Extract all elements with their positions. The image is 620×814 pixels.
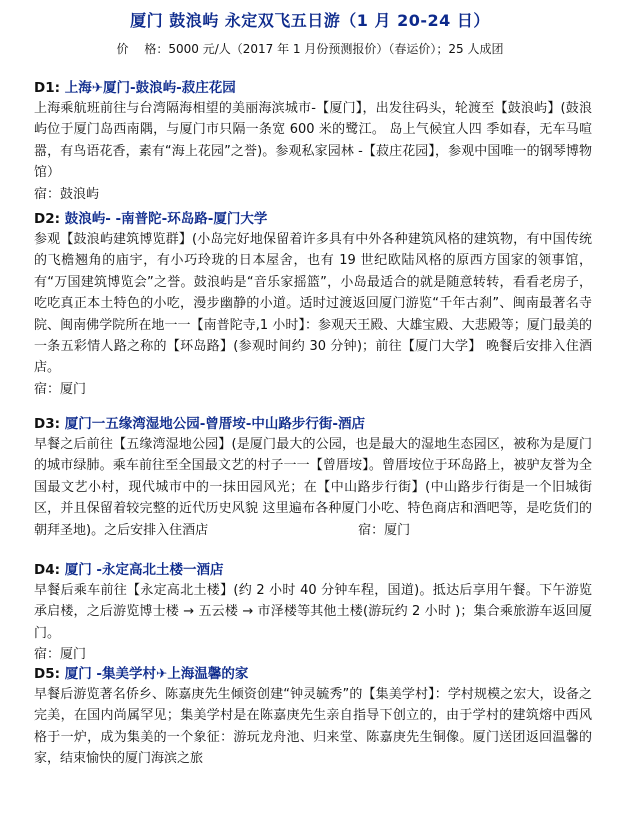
day-route: 厦门 -集美学村✈上海温馨的家 [64,666,249,682]
day-description: 上海乘航班前往与台湾隔海相望的美丽海滨城市-【厦门】，出发往码头，轮渡至【鼓浪屿】(鼓浪屿位于厦门岛西南隅，与厦门市只隔一条宽 600 米的鹭江。 岛上气候宜人四 季如春，无车马喧嚣，有鸟语花香，素有“海上花园”之誉)。参观私家园林 -【菽庄花园】，参观中国唯一的钢琴博物馆） [34,101,592,181]
day-3-heading [34,414,592,434]
overnight-location: 宿：鼓浪屿 [34,186,100,202]
day-1-section [34,78,592,205]
day-number: D2: [34,211,60,227]
day-number: D5: [34,666,60,682]
day-description: 早餐之后前往【五缘湾湿地公园】(是厦门最大的公园，也是最大的湿地生态园区，被称为是厦门的城市绿肺。乘车前往至全国最文艺的村子一一【曾厝垵】。曾厝垵位于环岛路上，被驴友誉为全国最文艺小村，现代城市中的一抹田园风光；在【中山路步行街】(中山路步行街是一个旧城街区，并且保留着较完整的近代历史风貌 这里遍布各种厦门小吃、特色商店和酒吧等，是吃货们的朝拜圣地)。之后安排入住酒店 [34,437,592,538]
overnight-location: 宿：厦门 [358,522,411,538]
day-number: D4: [34,562,60,578]
overnight-location: 宿：厦门 [34,647,87,663]
day-number: D3: [34,416,60,432]
day-route: 厦门 -永定高北土楼一酒店 [64,562,224,578]
day-description: 早餐后乘车前往【永定高北土楼】(约 2 小时 40 分钟车程，国道)。抵达后享用午餐。下午游览承启楼，之后游览博士楼 → 五云楼 → 市泽楼等其他土楼(游玩约 2 小时 )；集合乘旅游车返回厦门。 [34,583,592,641]
day-route: 鼓浪屿- -南普陀-环岛路-厦门大学 [64,211,268,227]
page-title: 厦门 鼓浪屿 永定双飞五日游（1 月 20-24 日） [130,11,490,30]
overnight-location: 宿：厦门 [34,381,87,397]
day-route: 上海✈厦门-鼓浪屿-菽庄花园 [64,80,236,96]
day-2-section [34,209,592,400]
day-3-section [34,414,592,541]
day-route: 厦门一五缘湾湿地公园-曾厝垵-中山路步行街-酒店 [64,416,366,432]
day-2-heading [34,209,592,229]
day-4-section [34,560,592,665]
day-description: 早餐后游览著名侨乡、陈嘉庚先生倾资创建“钟灵毓秀”的【集美学村】：学村规模之宏大，设备之完美，在国内尚属罕见；集美学村是在陈嘉庚先生亲自指导下创立的，由于学村的建筑熔中西风格于一炉，成为集美的一个象征：游玩龙舟池、归来堂、陈嘉庚先生铜像。厦门送团返回温馨的家，结束愉快的厦门海滨之旅 [34,687,592,767]
day-description: 参观【鼓浪屿建筑博览群】(小岛完好地保留着许多具有中外各种建筑风格的建筑物，有中国传统的飞檐翘角的庙宇，有小巧玲珑的日本屋舍，也有 19 世纪欧陆风格的原西方国家的领事馆，有“万国建筑博览会”之誉。鼓浪屿是“音乐家摇篮”，小岛最适合的就是随意转转，看看老房子，吃吃真正本土特色的小吃，漫步幽静的小道。适时过渡返回厦门游览“千年古刹”、闽南最著名寺院、闽南佛学院所在地一一【南普陀寺,1 小时】：参观天王殿、大雄宝殿、大悲殿等；厦门最美的一条五彩情人路之称的【环岛路】(参观时间约 30 分钟)；前往【厦门大学】 晚餐后安排入住酒店。 [34,232,592,376]
day-number: D1: [34,80,60,96]
day-5-section [34,664,592,770]
day-4-heading [34,560,592,580]
day-1-heading [34,78,592,98]
day-5-heading [34,664,592,684]
price-line: 价 格：5000 元/人（2017 年 1 月份预测报价）（春运价）；25 人成团 [116,42,504,56]
